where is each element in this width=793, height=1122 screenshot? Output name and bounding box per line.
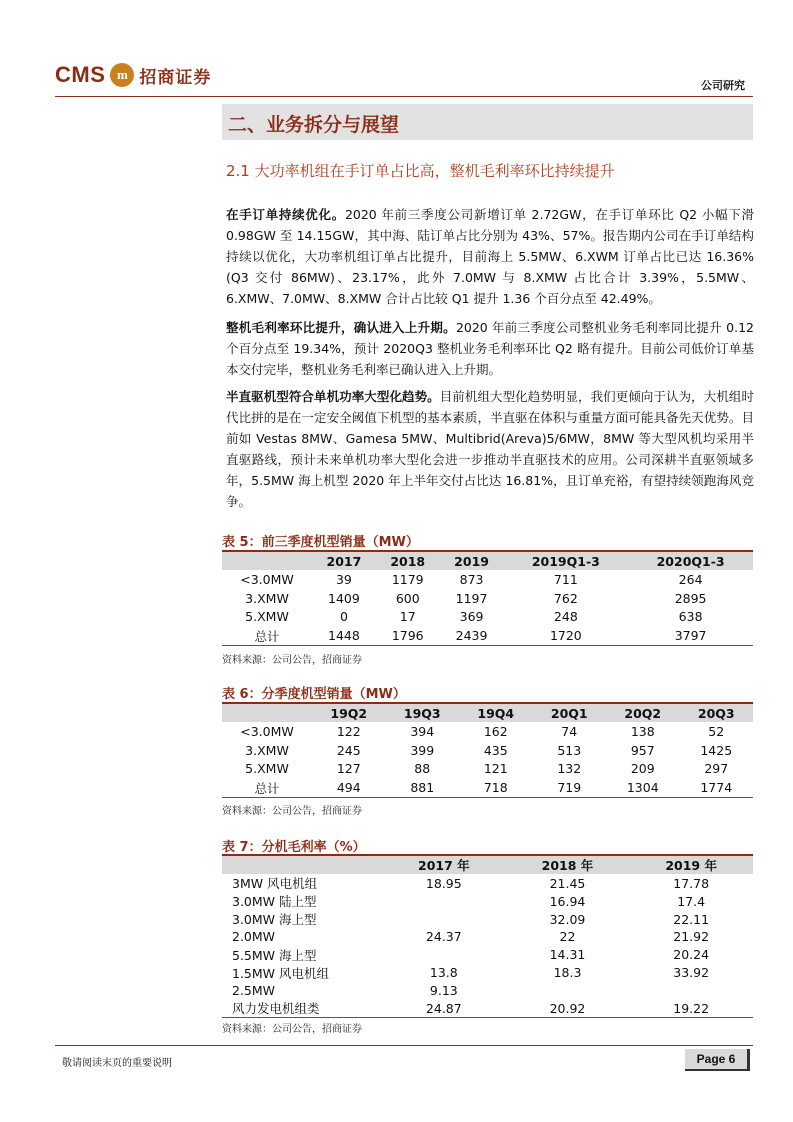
table-cell: 369 — [459, 609, 484, 625]
table7-source: 资料来源：公司公告，招商证券 — [222, 1024, 362, 1035]
table-cell: 74 — [561, 723, 578, 739]
table-cell: 21.45 — [549, 875, 586, 891]
report-type: 公司研究 — [701, 79, 745, 92]
table-cell: 3.0MW 陆上型 — [232, 894, 317, 909]
table-cell: <3.0MW — [240, 723, 294, 739]
table-cell: 3MW 风电机组 — [232, 876, 318, 891]
table5 — [222, 550, 753, 646]
paragraph-semi-direct — [226, 386, 754, 512]
table-cell: 881 — [386, 778, 460, 797]
table-row — [222, 964, 753, 982]
table-cell: 22 — [559, 929, 576, 945]
table-cell — [629, 982, 753, 1000]
footer-rule — [55, 1045, 753, 1046]
table-cell: 17 — [399, 609, 416, 625]
table-header-cell: 20Q3 — [680, 703, 754, 722]
table-header-cell: 2019 年 — [629, 855, 753, 874]
table-row — [222, 722, 753, 741]
table-cell: 600 — [395, 590, 420, 606]
table-cell: 24.37 — [425, 929, 462, 945]
table-row — [222, 874, 753, 892]
table-header-cell: 20Q1 — [533, 703, 607, 722]
table-cell: 209 — [630, 761, 655, 777]
table-cell: 718 — [459, 778, 533, 797]
table-cell: 494 — [312, 778, 386, 797]
subsection-title: 2.1 大功率机组在手订单占比高，整机毛利率环比持续提升 — [226, 162, 615, 180]
table-cell: 132 — [557, 761, 582, 777]
paragraph-body: 2020 年前三季度公司新增订单 2.72GW，在手订单环比 Q2 小幅下滑 0.98GW 至 14.15GW，其中海、陆订单占比分别为 43%、57%。报告期内公司在手订单结构持续以优化，大功率机组订单占比提升，目前海上 5.5MW、6.XWM 订单占比已达 16.36%(Q3 交付 86MW)、23.17%，此外 7.0MW 与 8.XMW 占比合计 3.39%，5.5MW、6.XMW、7.0MW、8.XMW 合计占比较 Q1 提升 1.36 个百分点至 42.49%。 — [226, 207, 754, 306]
table-row — [222, 741, 753, 760]
paragraph-orders — [226, 204, 754, 309]
table5-caption: 表 5：前三季度机型销量（MW） — [222, 535, 419, 550]
table-row — [222, 892, 753, 910]
table-cell: 24.87 — [382, 999, 506, 1018]
table-cell: 264 — [678, 571, 703, 587]
table7 — [222, 854, 753, 1018]
table6 — [222, 702, 753, 798]
table-row — [222, 928, 753, 946]
table-cell: 18.3 — [553, 965, 582, 980]
footer-disclaimer: 敬请阅读末页的重要说明 — [62, 1058, 172, 1069]
table-cell: 1197 — [455, 590, 488, 606]
table-cell: 5.XMW — [245, 761, 289, 777]
table-cell: 121 — [483, 761, 508, 777]
section-header — [222, 104, 753, 140]
table-cell: 1425 — [700, 742, 733, 758]
table-header-cell: 20Q2 — [606, 703, 680, 722]
table-cell: 88 — [414, 761, 431, 777]
page-number: Page 6 — [685, 1049, 750, 1071]
table-cell: 3797 — [628, 626, 753, 645]
table-cell: 1409 — [328, 590, 360, 606]
table7-caption: 表 7：分机毛利率（%） — [222, 840, 366, 855]
table-header-cell — [222, 855, 382, 874]
header-rule — [222, 96, 753, 97]
table-cell: 127 — [336, 761, 361, 777]
table-row-total — [222, 626, 753, 645]
table-cell: 873 — [459, 571, 484, 587]
table-cell: 2439 — [440, 626, 504, 645]
table-cell: 435 — [483, 742, 508, 758]
table-header-cell — [222, 551, 312, 570]
paragraph-body: 2020 年前三季度公司整机业务毛利率同比提升 0.12 个百分点至 19.34%，预计 2020Q3 整机业务毛利率环比 Q2 略有提升。目前公司低价订单基本交付完毕，整机业务毛利率已确认进入上升期。 — [226, 320, 754, 377]
table-cell — [382, 892, 506, 910]
table-cell: 3.0MW 海上型 — [232, 912, 317, 927]
table-cell: 总计 — [222, 778, 312, 797]
logo-chinese: 招商证券 — [139, 67, 212, 88]
table-cell: 1.5MW 风电机组 — [232, 965, 329, 981]
table-header-cell: 19Q4 — [459, 703, 533, 722]
table-cell: 957 — [630, 742, 655, 758]
table-header-cell: 2019Q1-3 — [503, 551, 628, 570]
table-cell: 719 — [533, 778, 607, 797]
table-header-cell: 2017 年 — [382, 855, 506, 874]
table-cell: 13.8 — [429, 965, 458, 980]
table-cell: 2.5MW — [232, 982, 276, 998]
table-cell: 711 — [553, 571, 578, 587]
table-row — [222, 589, 753, 608]
table-cell: 1179 — [391, 571, 424, 587]
table-cell: 1448 — [312, 626, 376, 645]
table-header-cell: 2018 — [376, 551, 440, 570]
section-title: 二、业务拆分与展望 — [228, 114, 400, 136]
header-rule-left — [55, 96, 223, 97]
table-cell: 总计 — [222, 626, 312, 645]
table-cell: 0 — [339, 609, 348, 625]
table-cell: 297 — [704, 761, 729, 777]
table-header-cell: 19Q2 — [312, 703, 386, 722]
table-header-cell: 2019 — [440, 551, 504, 570]
table-cell: 162 — [483, 723, 508, 739]
table-row — [222, 946, 753, 964]
table-cell: 5.XMW — [245, 609, 289, 625]
table-cell: 17.78 — [673, 875, 710, 891]
table5-source: 资料来源：公司公告，招商证券 — [222, 655, 362, 666]
table-cell: 1774 — [680, 778, 754, 797]
table-cell: 22.11 — [673, 911, 710, 927]
company-logo — [55, 60, 211, 90]
table-cell: 245 — [336, 742, 361, 758]
table-cell: 20.24 — [673, 947, 710, 962]
table-cell: 1304 — [606, 778, 680, 797]
table-cell: 138 — [630, 723, 655, 739]
table-cell: 33.92 — [673, 965, 710, 980]
table-row-total — [222, 778, 753, 797]
table-cell: 19.22 — [629, 999, 753, 1018]
table-header-cell: 2020Q1-3 — [628, 551, 753, 570]
table-cell: 14.31 — [549, 947, 586, 962]
table6-source: 资料来源：公司公告，招商证券 — [222, 806, 362, 817]
table-row — [222, 608, 753, 627]
table-cell: 1796 — [376, 626, 440, 645]
table-cell: 394 — [410, 723, 435, 739]
table-cell: 16.94 — [549, 893, 586, 909]
paragraph-lead: 整机毛利率环比提升，确认进入上升期。 — [226, 320, 456, 335]
table6-caption: 表 6：分季度机型销量（MW） — [222, 687, 406, 702]
table-cell: 2.0MW — [232, 929, 276, 945]
table-cell: 20.92 — [506, 999, 630, 1018]
table-cell: 39 — [335, 571, 352, 587]
table-cell: 32.09 — [549, 911, 586, 927]
logo-text: CMS — [55, 62, 106, 87]
paragraph-body: 目前机组大型化趋势明显，我们更倾向于认为，大机组时代比拼的是在一定安全阈值下机型的基本素质，半直驱在体积与重量方面可能具备先天优势。目前如 Vestas 8MW、Gamesa 5MW、Multibrid(Areva)5/6MW，8MW 等大型风机均采用半直驱路线，预计未来单机功率大型化会进一步推动半直驱技术的应用。公司深耕半直驱领域多年，5.5MW 海上机型 2020 年上半年交付占比达 16.81%，且订单充裕，有望持续领跑海风竞争。 — [226, 389, 754, 509]
table-cell: 17.4 — [677, 893, 706, 909]
table-cell: 2895 — [674, 590, 707, 606]
paragraph-lead: 在手订单持续优化。 — [226, 207, 345, 222]
table-cell — [382, 946, 506, 964]
table-cell: 52 — [708, 723, 725, 739]
table-header-cell: 19Q3 — [386, 703, 460, 722]
table-cell — [382, 910, 506, 928]
table-header-cell: 2017 — [312, 551, 376, 570]
table-cell: 399 — [410, 742, 435, 758]
paragraph-margin — [226, 317, 754, 380]
table-header-cell — [222, 703, 312, 722]
table-cell — [506, 982, 630, 1000]
table-row — [222, 999, 753, 1018]
table-row — [222, 570, 753, 589]
paragraph-lead: 半直驱机型符合单机功率大型化趋势。 — [226, 389, 440, 404]
table-cell: 21.92 — [673, 929, 710, 945]
table-cell: <3.0MW — [240, 571, 294, 587]
table-cell: 762 — [553, 590, 578, 606]
table-cell: 3.XMW — [245, 590, 289, 606]
table-cell: 3.XMW — [245, 742, 289, 758]
table-cell: 5.5MW 海上型 — [232, 947, 317, 963]
table-cell: 638 — [678, 609, 703, 625]
table-cell: 风力发电机组类 — [222, 999, 382, 1018]
table-cell: 1720 — [503, 626, 628, 645]
table-row — [222, 760, 753, 779]
table-cell: 18.95 — [425, 875, 462, 891]
logo-mark-icon: m — [110, 63, 134, 87]
table-cell: 513 — [557, 742, 582, 758]
table-header-cell: 2018 年 — [506, 855, 630, 874]
table-cell: 9.13 — [429, 982, 458, 998]
table-row — [222, 982, 753, 1000]
table-cell: 122 — [336, 723, 361, 739]
table-row — [222, 910, 753, 928]
table-cell: 248 — [553, 609, 578, 625]
